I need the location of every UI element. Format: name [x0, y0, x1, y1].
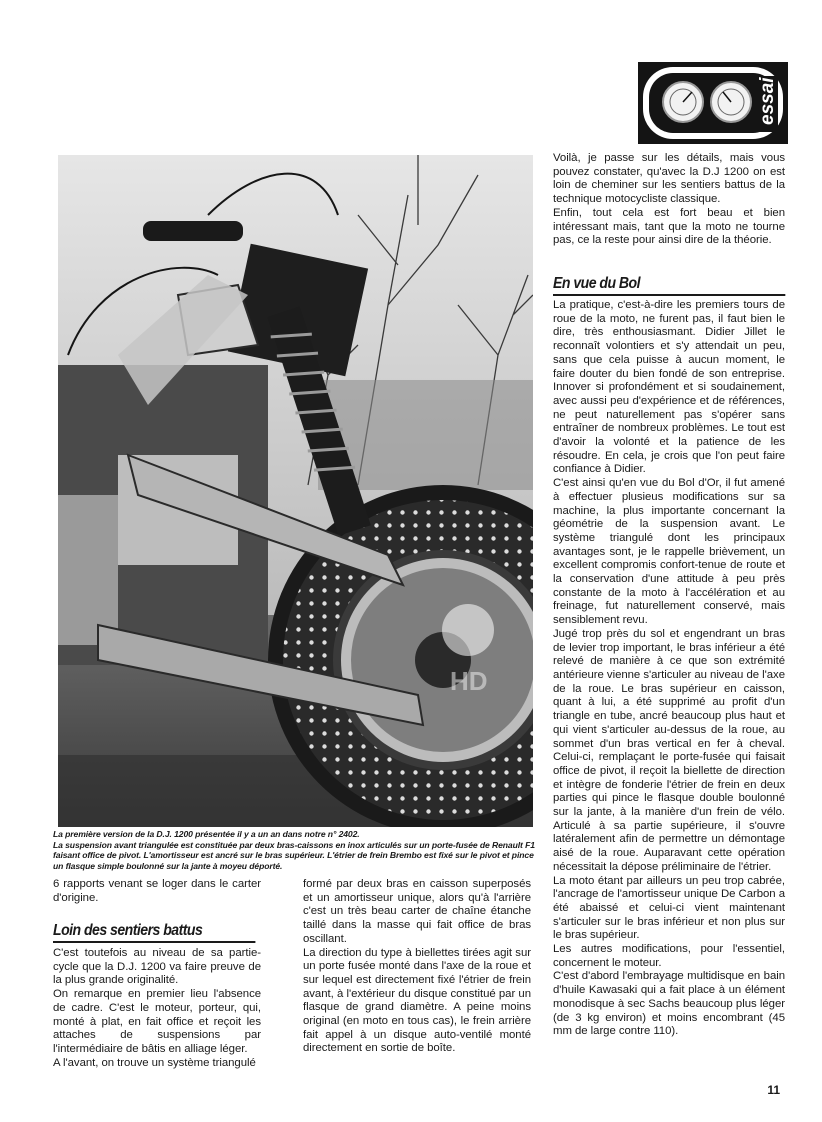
- motorcycle-photo: [58, 155, 533, 827]
- essai-logo: [638, 62, 788, 144]
- paragraph: Jugé trop près du sol et engendrant un bras de levier trop important, le bras inférieur a été relevé de manière à ce que son extrémité antérieure vienne s'articuler au niveau de l'axe de la roue. Le bras supérieur en caisson, quant à lui, a été supprimé au profit d'un triangle en tube, ancré beaucoup plus haut et qui vient s'articuler au-dessus de la roue, au sommet d'un bras vertical en fer à cheval. Celui-ci, remplaçant le porte-fusée qui faisait office de pivot, il reçoit la biellette de direction et intègre de fonderie l'étrier de frein en deux parties qui pince le flasque double boulonné sur la jante, à la manière d'un frein de vélo. Articulé à sa partie supérieure, il s'ouvre latéralement afin de permettre un démontage aisé de la roue. Auparavant cette opération nécessitait la dépose préliminaire de l'étrier.: [553, 627, 785, 873]
- caption-line: La suspension avant triangulée est constituée par deux bras-caissons en inox articulés sur un porte-fusée de Renault F1 faisant office de pivot. L'amortisseur est ancré sur le bras supérieur. L'étrier de frein Brembo est fixé sur le pivot et pince un flasque simple boulonné sur la jante à moyeu déporté.: [53, 839, 535, 871]
- middle-column: [303, 878, 531, 1056]
- paragraph: Enfin, tout cela est fort beau et bien intéressant mais, tant que la moto ne tourne pas, ce la reste pour ainsi dire de la théorie.: [553, 206, 785, 247]
- left-column-intro: [53, 878, 261, 905]
- photo-watermark: HD: [450, 666, 488, 696]
- logo-text: essai: [757, 77, 778, 125]
- paragraph: La pratique, c'est-à-dire les premiers tours de roue de la moto, ne furent pas, il faut bien le dire, très enthousiasmant. Didier Jillet le reconnaît volontiers et s'y attendait un peu, sans que cela puisse à aucun moment, le faire douter du bien fondé de son entreprise. Innover si profondément et si soudainement, avec aussi peu d'expérience et de références, ne peut naturellement pas s'opérer sans entraîner de nombreux problèmes. Le tout est d'avoir la volonté et la patience de les résoudre. En cela, je crois que l'on peut faire confiance à Didier.: [553, 299, 785, 476]
- paragraph: A l'avant, on trouve un système triangulé: [53, 1056, 256, 1069]
- photo-caption: [53, 829, 538, 871]
- page-number: 11: [767, 1083, 780, 1097]
- heading-text: Loin des sentiers battus: [53, 922, 255, 943]
- section-heading-bol: [553, 275, 817, 296]
- paragraph: C'est toutefois au niveau de sa partie-cycle que la D.J. 1200 va faire preuve de la plus grande originalité.: [53, 947, 261, 987]
- paragraph: 6 rapports venant se loger dans le carter d'origine.: [53, 878, 261, 904]
- right-column-main: [553, 299, 785, 1039]
- paragraph: C'est d'abord l'embrayage multidisque en bain d'huile Kawasaki qui a fait place à un élément monodisque à sec Sachs beaucoup plus léger (de 3 kg environ) et moins encombrant (45 mm de large contre 110).: [553, 970, 785, 1038]
- paragraph: Les autres modifications, pour l'essentiel, concernent le moteur.: [553, 943, 785, 969]
- paragraph: Voilà, je passe sur les détails, mais vous pouvez constater, qu'avec la D.J 1200 on est loin de cheminer sur les sentiers battus de la technique motocycliste classique.: [553, 152, 785, 206]
- section-heading-loin: [53, 922, 283, 943]
- paragraph: formé par deux bras en caisson superposés et un amortisseur unique, alors qu'à l'arrière c'est un très beau carter de chaîne étanche taillé dans la masse qui fait office de bras oscillant.: [303, 878, 531, 945]
- caption-line: La première version de la D.J. 1200 présentée il y a un an dans notre n° 2402.: [53, 829, 360, 839]
- heading-text: En vue du Bol: [553, 275, 785, 296]
- left-column-main: [53, 947, 261, 1070]
- paragraph: La moto étant par ailleurs un peu trop cabrée, l'ancrage de l'amortisseur unique De Carbon a été abaissé et celui-ci vient maintenant s'articuler sur le bras inférieur et non plus sur le bras supérieur.: [553, 874, 785, 942]
- paragraph: C'est ainsi qu'en vue du Bol d'Or, il fut amené à effectuer plusieus modifications sur sa machine, la plus importante concernant la géométrie de la suspension avant. Le système triangulé dont les principaux avantages sont, je le rappelle brièvement, un excellent compromis confort-tenue de route et la conservation d'une attitude à peu près constante de la moto à l'accélération et au freinage, fut naturellement conservé, mais sensiblement revu.: [553, 477, 785, 627]
- right-column-intro: [553, 152, 785, 248]
- paragraph: La direction du type à biellettes tirées agit sur un porte fusée monté dans l'axe de la roue et sur lequel est directement fixé l'étrier de frein avant, à l'extérieur du disque constitué par un flasque de grand diamètre. A peine moins original (en moto en tous cas), le frein arrière fait appel à un disque auto-ventilé monté directement en sortie de boîte.: [303, 946, 531, 1055]
- paragraph: On remarque en premier lieu l'absence de cadre. C'est le moteur, porteur, qui, monté à plat, en fait office et reçoit les attaches de suspensions par l'intermédiaire de bâtis en alliage léger.: [53, 988, 261, 1055]
